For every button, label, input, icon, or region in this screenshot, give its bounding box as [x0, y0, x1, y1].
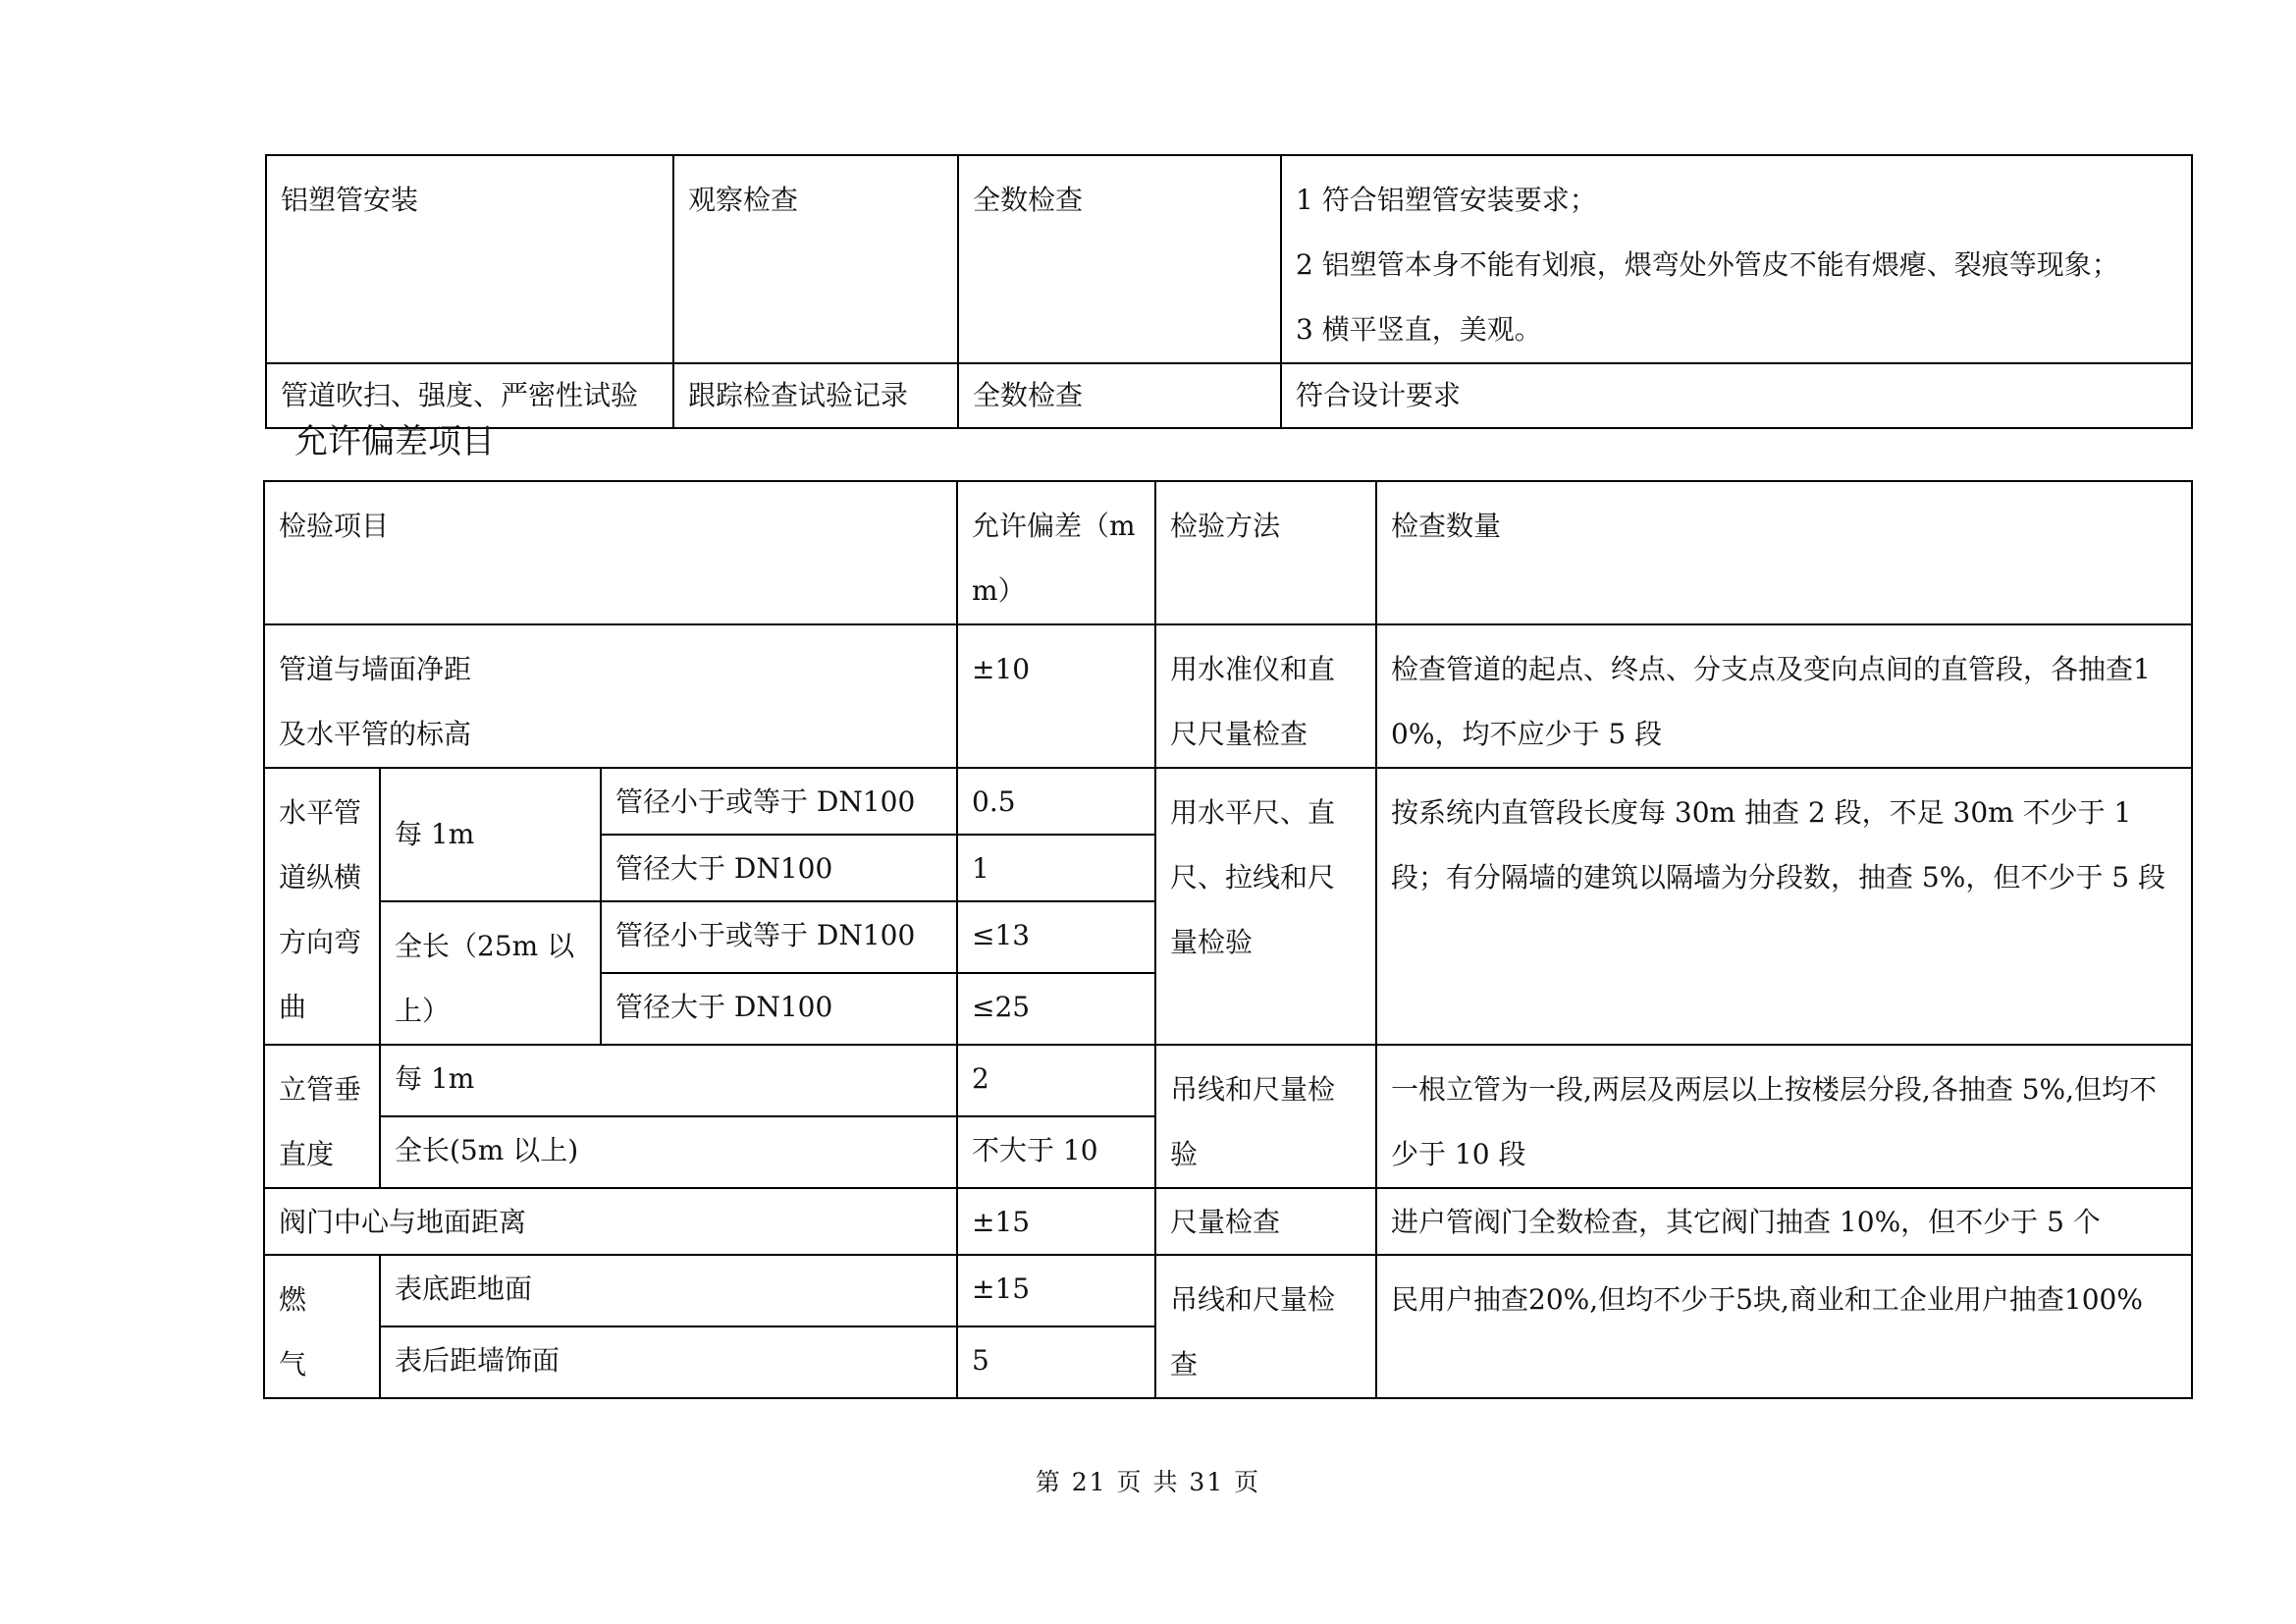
standard-line: 2 铝塑管本身不能有划痕，煨弯处外管皮不能有煨瘪、裂痕等现象； — [1296, 248, 2119, 281]
table-row — [264, 1188, 2192, 1255]
table-row — [264, 768, 2192, 835]
header-tolerance: 允许偏差（mm） — [957, 481, 1155, 624]
quantity-cell: 一根立管为一段,两层及两层以上按楼层分段,各抽查 5%,但均不少于 10 段 — [1376, 1045, 2192, 1188]
tolerance-cell: ±15 — [957, 1188, 1155, 1255]
header-quantity: 检查数量 — [1376, 481, 2192, 624]
group-label-line: 燃 — [279, 1283, 307, 1316]
table-row — [266, 155, 2192, 363]
method-cell: 用水准仪和直尺尺量检查 — [1155, 624, 1376, 768]
item-line: 及水平管的标高 — [279, 718, 472, 750]
page-number: 第 21 页 共 31 页 — [1035, 1468, 1261, 1496]
method-cell: 尺量检查 — [1155, 1188, 1376, 1255]
tolerance-table — [263, 480, 2193, 1399]
tolerance-cell: 0.5 — [957, 768, 1155, 835]
sub-label: 全长（25m 以上） — [380, 901, 601, 1045]
group-label: 水平管道纵横方向弯曲 — [264, 768, 380, 1045]
quantity-cell: 全数检查 — [958, 363, 1281, 428]
standard-cell: 符合设计要求 — [1281, 363, 2192, 428]
table-row — [264, 624, 2192, 768]
header-method: 检验方法 — [1155, 481, 1376, 624]
group-label — [264, 1255, 380, 1398]
item-line: 管道与墙面净距 — [279, 653, 472, 685]
tolerance-cell: 不大于 10 — [957, 1116, 1155, 1188]
condition-cell: 管径大于 DN100 — [601, 835, 957, 901]
tolerance-cell: ≤25 — [957, 973, 1155, 1045]
main-control-table — [265, 154, 2193, 429]
tolerance-cell: 2 — [957, 1045, 1155, 1116]
tolerance-cell: ≤13 — [957, 901, 1155, 973]
condition-cell: 管径小于或等于 DN100 — [601, 901, 957, 973]
method-cell: 吊线和尺量检验 — [1155, 1045, 1376, 1188]
method-cell: 观察检查 — [673, 155, 958, 363]
header-item: 检验项目 — [264, 481, 957, 624]
quantity-cell: 按系统内直管段长度每 30m 抽查 2 段，不足 30m 不少于 1 段；有分隔墙的建筑以隔墙为分段数，抽查 5%，但不少于 5 段 — [1376, 768, 2192, 1045]
item-cell: 铝塑管安装 — [266, 155, 673, 363]
condition-cell: 表后距墙饰面 — [380, 1326, 957, 1398]
item-cell — [264, 624, 957, 768]
group-label: 立管垂直度 — [264, 1045, 380, 1188]
quantity-cell: 检查管道的起点、终点、分支点及变向点间的直管段，各抽查10%，均不应少于 5 段 — [1376, 624, 2192, 768]
method-cell: 吊线和尺量检查 — [1155, 1255, 1376, 1398]
standard-cell — [1281, 155, 2192, 363]
standard-line: 1 符合铝塑管安装要求； — [1296, 184, 1597, 216]
tolerance-cell: 1 — [957, 835, 1155, 901]
table-row — [266, 363, 2192, 428]
table-header-row — [264, 481, 2192, 624]
condition-cell: 全长(5m 以上) — [380, 1116, 957, 1188]
method-cell: 跟踪检查试验记录 — [673, 363, 958, 428]
tolerance-cell: 5 — [957, 1326, 1155, 1398]
quantity-cell: 进户管阀门全数检查，其它阀门抽查 10%，但不少于 5 个 — [1376, 1188, 2192, 1255]
quantity-cell: 全数检查 — [958, 155, 1281, 363]
quantity-cell: 民用户抽查20%,但均不少于5块,商业和工企业用户抽查100% — [1376, 1255, 2192, 1398]
item-cell: 管道吹扫、强度、严密性试验 — [266, 363, 673, 428]
standard-line: 3 横平竖直，美观。 — [1296, 313, 1542, 346]
condition-cell: 表底距地面 — [380, 1255, 957, 1326]
tolerance-cell: ±10 — [957, 624, 1155, 768]
item-cell: 阀门中心与地面距离 — [264, 1188, 957, 1255]
condition-cell: 每 1m — [380, 1045, 957, 1116]
condition-cell: 管径小于或等于 DN100 — [601, 768, 957, 835]
tolerance-cell: ±15 — [957, 1255, 1155, 1326]
sub-label: 每 1m — [380, 768, 601, 901]
table-row — [264, 1045, 2192, 1116]
table-row — [264, 1255, 2192, 1326]
method-cell: 用水平尺、直尺、拉线和尺量检验 — [1155, 768, 1376, 1045]
condition-cell: 管径大于 DN100 — [601, 973, 957, 1045]
section-title: 允许偏差项目 — [294, 422, 495, 461]
group-label-line: 气 — [279, 1348, 307, 1380]
